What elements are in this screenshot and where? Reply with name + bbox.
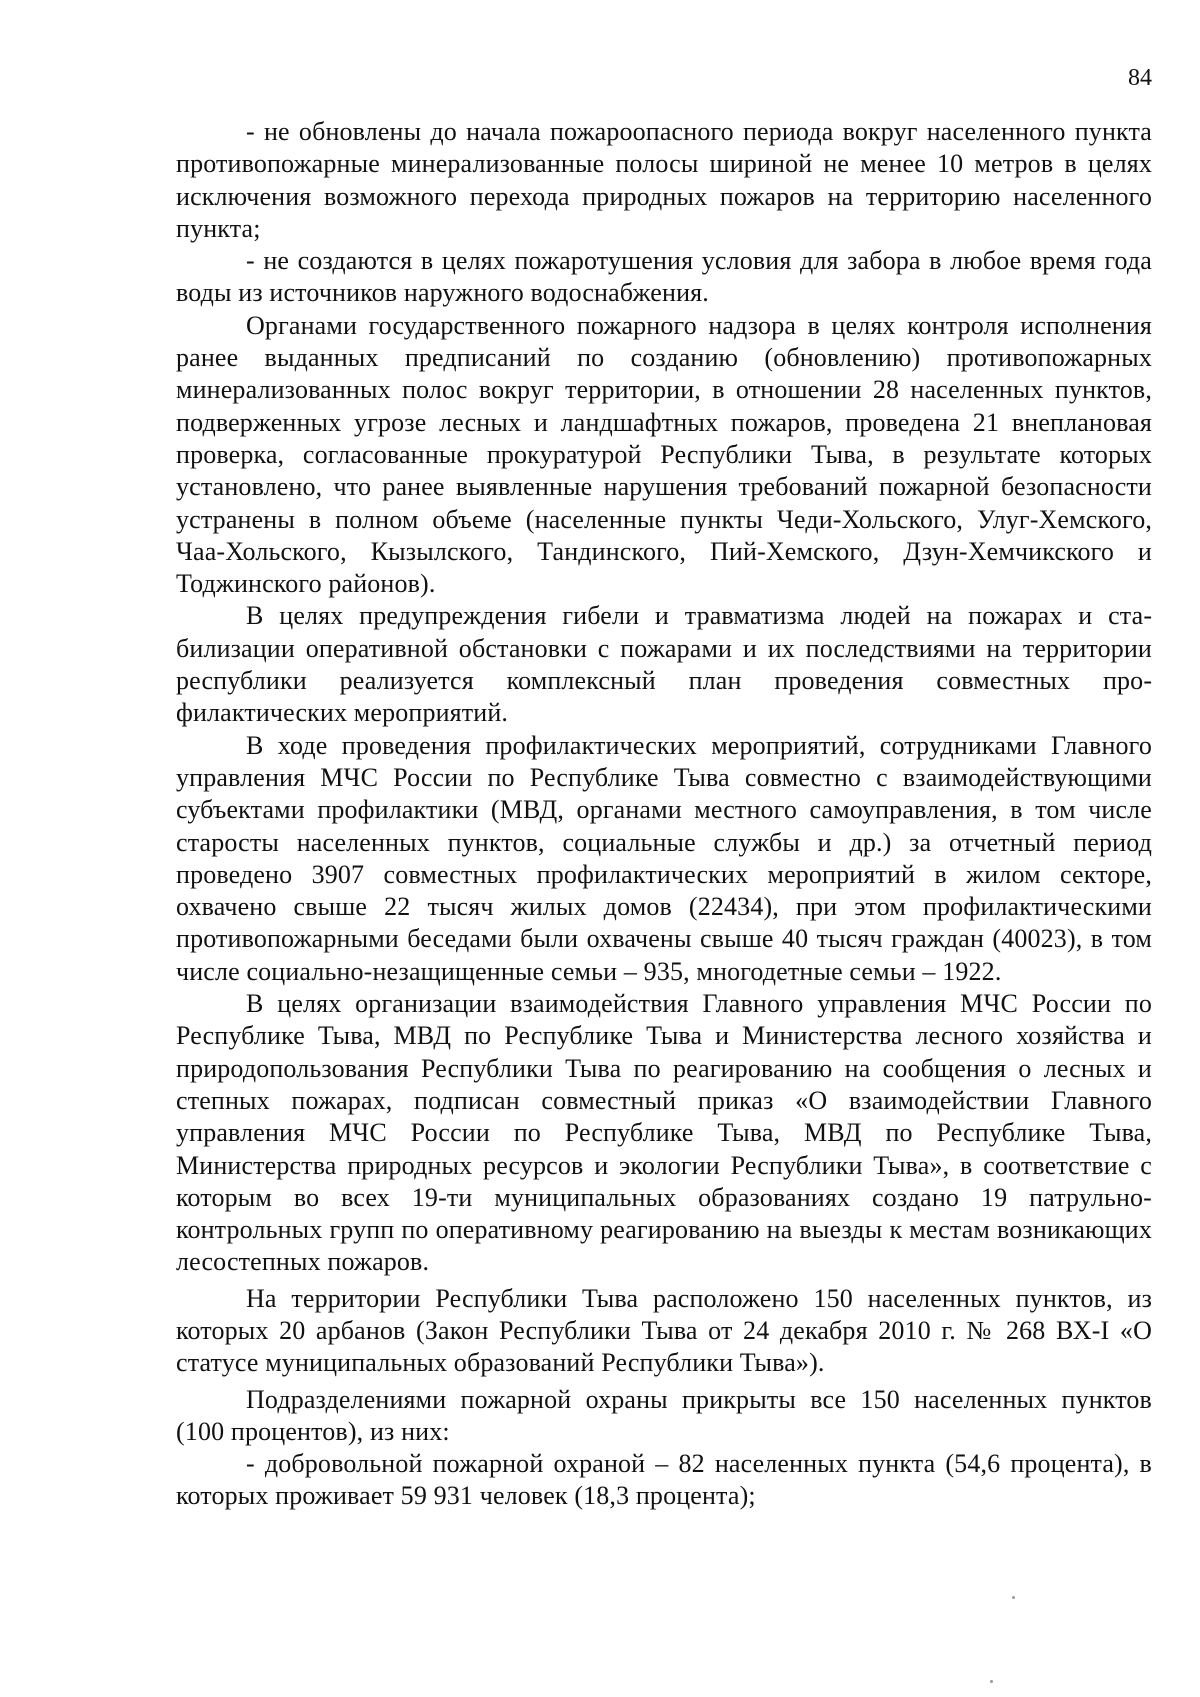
paragraph-firebreaks: - не обновлены до начала пожароопасного периода вокруг населенного пункта противопожарные минерализованные полосы шириной не менее 10 метров в целях исключения возможного перехода природных пожаров на территорию населенного пункта; <box>176 117 1152 243</box>
paragraph-prevention-activities: В ходе проведения профилактических мероприятий, сотрудниками Главного управления МЧС России по Республике Тыва совместно с взаимодействующими субъектами профилактики (МВД, органами местного самоуправления, в том числе старосты населенных пунктов, социальные службы и др.) за отчетный период проведено 3907 совместных профилактических мероприятий в жилом секторе, охвачено свыше 22 тысяч жилых домов (22434), при этом профилактическими противопожарными беседами были охвачены свыше 40 тысяч граждан (40023), в том числе социально-незащищенные семьи – 935, многодетные семьи – 1922. <box>176 730 1152 986</box>
page-number: 84 <box>1128 65 1152 91</box>
paragraph-prevention-plan: В целях предупреждения гибели и травматизма людей на пожарах и стабилизации оперативной обстановки с пожарами и их последствиями на территории республики реализуется комплексный план проведения совместных профилактических мероприятий. <box>176 601 1152 728</box>
scan-speck <box>990 1680 993 1683</box>
paragraph-joint-order: В целях организации взаимодействия Главного управления МЧС России по Республике Тыва, МВД по Республике Тыва и Министерства лесного хозяйства и природопользования Республики Тыва по реагированию на сообщения о лесных и степных пожарах, подписан совместный приказ «О взаимодействии Главного управления МЧС России по Республике Тыва, МВД по Республике Тыва, Министерства природных ресурсов и экологии Республики Тыва», в соответствие с которым во всех 19-ти муниципальных образованиях создано 19 патрульно-контрольных групп по оперативному реагированию на выезды к местам возникающих лесостепных пожаров. <box>176 989 1152 1277</box>
paragraph-volunteer-fire: - добровольной пожарной охраной – 82 населенных пункта (54,6 процента), в которых проживает 59 931 человек (18,3 процента); <box>176 1449 1152 1511</box>
body-text <box>176 116 1152 1513</box>
paragraph-settlements: На территории Республики Тыва расположено 150 населенных пунктов, из которых 20 арбанов (Закон Республики Тыва от 24 декабря 2010 г. № 268 ВХ-I «О статусе муниципальных образований Республики Тыва»). <box>176 1283 1152 1378</box>
paragraph-water-supply: - не создаются в целях пожаротушения условия для забора в любое время года воды из источников наружного водоснабжения. <box>176 246 1152 308</box>
paragraph-fire-coverage: Подразделениями пожарной охраны прикрыты все 150 населенных пунктов (100 процентов), из них: <box>176 1384 1152 1446</box>
scan-speck <box>1012 1596 1015 1599</box>
paragraph-inspections: Органами государственного пожарного надзора в целях контроля исполнения ранее выданных предписаний по созданию (обновлению) противопожарных минерализованных полос вокруг территории, в отношении 28 населенных пунктов, подверженных угрозе лесных и ландшафтных пожаров, проведена 21 внеплановая проверка, согласованные прокуратурой Республики Тыва, в результате которых установлено, что ранее выявленные нарушения требований пожарной безопасности устранены в полном объеме (населенные пункты Чеди-Хольского, Улуг-Хемского, Чаа-Хольского, Кызылского, Тандинского, Пий-Хемского, Дзун-Хемчикского и Тоджинского районов). <box>176 310 1152 599</box>
